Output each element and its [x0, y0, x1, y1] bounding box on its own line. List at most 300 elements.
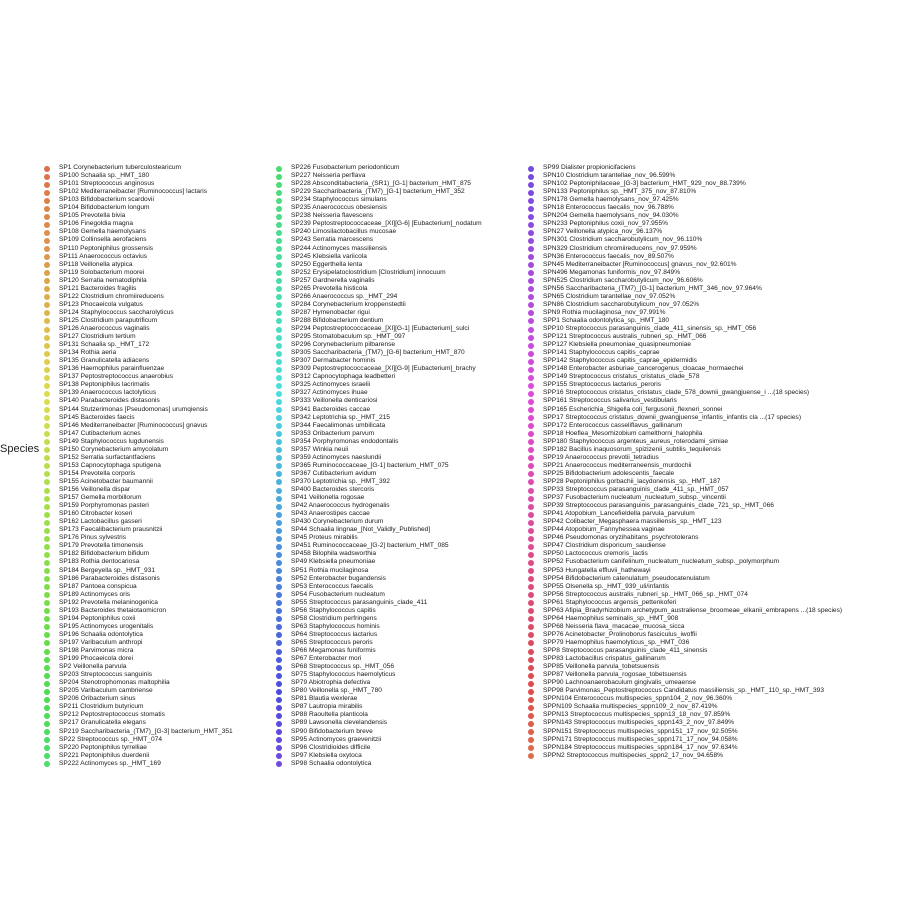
legend-color-dot [276, 399, 282, 405]
legend-color-dot [44, 479, 50, 485]
legend-label: SP99 Dialister propionicifaciens [543, 164, 636, 171]
legend-label: SP65 Streptococcus peroris [291, 638, 373, 646]
legend-label: SP154 Prevotella corporis [59, 469, 136, 477]
legend-color-dot [44, 512, 50, 518]
legend-color-dot [44, 254, 50, 260]
legend-color-dot [44, 278, 50, 284]
legend-label: SPP180 Staphylococcus argenteus_aureus_roterodami_simiae [543, 437, 729, 445]
legend-color-dot [276, 166, 282, 172]
legend-color-dot [528, 190, 534, 196]
legend-label: SPN301 Clostridium saccharobutylicum_nov_96.110% [543, 236, 703, 244]
legend-label: SP229 Saccharibacteria_(TM7)_[G-1] bacterium_HMT_352 [291, 188, 465, 196]
legend-color-dot [276, 528, 282, 534]
legend-color-dot [276, 745, 282, 751]
legend-color-dot [528, 222, 534, 228]
legend-label: SPP155 Streptococcus lactarius_peroris [543, 381, 662, 389]
legend-color-dot [276, 568, 282, 574]
legend-color-dot [44, 318, 50, 324]
legend-label: SPP52 Fusobacterium canifelinum_nucleatum_nucleatum_subsp._polymorphum [543, 558, 780, 566]
legend-label: SP44 Schaalia lingnae_[Not_Validly_Published] [291, 526, 431, 534]
legend-label: SP134 Rothia aeria [59, 349, 117, 357]
legend-label: SP63 Staphylococcus hominis [291, 622, 380, 630]
legend-label: SP245 Klebsiella variicola [291, 252, 367, 260]
legend-label: SP176 Pinus sylvestris [59, 534, 127, 542]
legend-color-dot [528, 544, 534, 550]
legend-color-dot [44, 391, 50, 397]
legend-label: SP126 Anaerococcus vaginalis [59, 325, 150, 332]
legend-color-dot [44, 182, 50, 188]
legend-color-dot [276, 584, 282, 590]
legend-color-dot [528, 673, 534, 679]
legend-label: SPPN109 Schaalia multispecies_sppn109_2_nov_87.419% [543, 703, 718, 711]
legend-label: SP193 Bacteroides thetaiotaomicron [59, 606, 167, 614]
legend-color-dot [276, 471, 282, 477]
legend-color-dot [528, 286, 534, 292]
legend-label: SP266 Anaerococcus sp._HMT_294 [291, 292, 398, 300]
legend-color-dot [276, 455, 282, 461]
legend-label: SP173 Faecalibacterium prausnitzii [59, 526, 163, 534]
legend-color-dot [44, 600, 50, 606]
legend-color-dot [276, 463, 282, 469]
legend-color-dot [276, 367, 282, 373]
legend-color-dot [528, 230, 534, 236]
legend-label: SPP1 Schaalia odontolytica_sp._HMT_180 [543, 316, 670, 324]
legend-color-dot [528, 729, 534, 735]
legend-label: SP288 Bifidobacterium dentium [291, 316, 384, 324]
legend-color-dot [276, 649, 282, 655]
legend-label: SP184 Bergeyella sp._HMT_931 [59, 566, 156, 574]
legend-label: SP75 Staphylococcus haemolyticus [291, 671, 396, 679]
legend-color-dot [276, 407, 282, 413]
legend-color-dot [276, 423, 282, 429]
legend-color-dot [528, 568, 534, 574]
legend-label: SPP165 Escherichia_Shigella coli_fergusonii_flexneri_sonnei [543, 405, 723, 413]
legend-color-dot [276, 576, 282, 582]
legend-label: SP120 Serratia nematodiphila [59, 276, 147, 284]
legend-label: SPN329 Clostridium chromiireducens_nov_97.959% [543, 244, 697, 252]
legend-label: SPN18 Enterococcus faecalis_nov_96.788% [543, 204, 674, 212]
legend-color-dot [276, 278, 282, 284]
legend-color-dot [276, 608, 282, 614]
legend-label: SP197 Varibaculum anthropi [59, 638, 143, 646]
legend-label: SP98 Schaalia odontolytica [291, 759, 372, 767]
legend-label: SP211 Clostridium butyricum [59, 703, 144, 711]
legend-label: SP147 Cutibacterium acnes [59, 429, 141, 437]
legend-label: SPP90 Lachnoanaerobaculum gingivalis_umeaense [543, 679, 696, 687]
legend-color-dot [276, 262, 282, 268]
legend-color-dot [528, 689, 534, 695]
legend-color-dot [44, 632, 50, 638]
legend-label: SP100 Schaalia sp._HMT_180 [59, 172, 150, 180]
legend-color-dot [44, 616, 50, 622]
legend-label: SP124 Staphylococcus saccharolyticus [59, 308, 174, 316]
legend-label: SP110 Peptoniphilus grossensis [59, 244, 154, 252]
legend-color-dot [276, 335, 282, 341]
legend-color-dot [528, 206, 534, 212]
legend-color-dot [44, 665, 50, 671]
legend-label: SP305 Saccharibacteria_(TM7)_[G-6] bacterium_HMT_870 [291, 349, 465, 357]
legend-color-dot [528, 238, 534, 244]
legend-color-dot [276, 310, 282, 316]
legend-label: SPP44 Atopobium_Fannyhessea vaginae [543, 526, 665, 534]
legend-color-dot [44, 455, 50, 461]
legend-color-dot [528, 174, 534, 180]
legend-label: SP252 Erysipelatoclostridium [Clostridium] innocuum [291, 268, 446, 276]
legend-label: SP296 Corynebacterium pilbarense [291, 341, 396, 349]
legend-color-dot [528, 431, 534, 437]
legend-color-dot [528, 318, 534, 324]
legend-color-dot [44, 592, 50, 598]
legend-label: SP153 Capnocytophaga sputigena [59, 461, 161, 469]
legend-color-dot [528, 278, 534, 284]
legend-color-dot [276, 351, 282, 357]
legend-label: SPP50 Lactococcus cremoris_lactis [543, 550, 648, 558]
legend-label: SPP121 Streptococcus australis_rubneri_sp._HMT_066 [543, 333, 707, 341]
legend-label: SPN56 Saccharibacteria_(TM7)_[G-1] bacterium_HMT_346_nov_97.964% [543, 284, 762, 292]
legend-color-dot [528, 665, 534, 671]
legend-color-dot [528, 608, 534, 614]
legend-label: SPPN104 Enterococcus multispecies_sppn104_2_nov_96.360% [543, 695, 733, 703]
legend-label: SP186 Parabacteroides distasonis [59, 574, 160, 582]
legend-label: SP89 Lawsonella clevelandensis [291, 719, 388, 727]
legend-label: SP203 Streptococcus sanguinis [59, 671, 153, 679]
legend-label: SPN65 Clostridium tarantellae_nov_97.052% [543, 292, 676, 300]
legend-color-dot [44, 214, 50, 220]
legend-label: SP182 Bifidobacterium bifidum [59, 550, 150, 558]
legend-color-dot [276, 737, 282, 743]
legend-label: SPP46 Pseudomonas oryzihabitans_psychrotolerans [543, 534, 699, 542]
legend-color-dot [528, 649, 534, 655]
legend-label: SP204 Stenotrophomonas maltophilia [59, 679, 170, 687]
legend-label: SPP149 Streptococcus cristatus_cristatus_clade_578 [543, 373, 700, 381]
legend-label: SP295 Stomatobaculum sp._HMT_097 [291, 333, 406, 341]
legend-color-dot [276, 479, 282, 485]
legend-color-dot [44, 520, 50, 526]
legend-label: SP195 Actinomyces urogenitalis [59, 622, 154, 630]
legend-color-dot [528, 576, 534, 582]
legend-color-dot [44, 343, 50, 349]
legend-color-dot [276, 657, 282, 663]
legend-color-dot [44, 624, 50, 630]
legend-color-dot [44, 222, 50, 228]
legend-label: SP156 Veillonella dispar [59, 486, 131, 493]
legend-label: SP179 Prevotella timonensis [59, 542, 144, 550]
legend-label: SPP127 Klebsiella pneumoniae_quasipneumoniae [543, 341, 692, 349]
legend-label: SPP8 Streptococcus parasanguinis_clade_411_sinensis [543, 647, 708, 654]
legend-label: SP244 Actinomyces massiliensis [291, 244, 388, 252]
legend-color-dot [44, 351, 50, 357]
legend-color-dot [276, 616, 282, 622]
legend-color-dot [528, 681, 534, 687]
legend-label: SP96 Clostridioides difficile [291, 743, 371, 751]
legend-label: SPP21 Anaerococcus mediterraneensis_murdochii [543, 461, 692, 469]
legend-color-dot [44, 552, 50, 558]
legend-color-dot [276, 673, 282, 679]
legend-color-dot [528, 166, 534, 172]
legend-color-dot [528, 423, 534, 429]
legend-color-dot [276, 294, 282, 300]
legend-color-dot [528, 351, 534, 357]
legend-label: SP79 Abiotrophia defectiva [291, 679, 371, 687]
legend-label: SP239 Peptostreptococcaceae_[XI][G-6] [Eubacterium]_nodatum [291, 220, 482, 228]
legend-label: SPP16 Streptococcus cristatus_cristatus_clade_578_downii_gwangjuense_i ...(18 species) [543, 389, 810, 397]
legend-label: SP87 Lautropia mirabilis [291, 703, 363, 711]
legend-color-dot [276, 761, 282, 767]
legend-label: SP144 Stutzerimonas [Pseudomonas] urumqiensis [59, 405, 208, 413]
legend-label: SP194 Peptoniphilus coxii [59, 614, 136, 622]
legend-color-dot [44, 423, 50, 429]
legend-color-dot [276, 318, 282, 324]
legend-label: SPP41 Atopobium_Lancefieldella parvula_parvulum [543, 510, 695, 518]
legend-color-dot [44, 431, 50, 437]
legend-label: SP22 Streptococcus sp._HMT_074 [59, 735, 162, 743]
legend-label: SP198 Parvimonas micra [59, 647, 134, 654]
legend-color-dot [44, 270, 50, 276]
legend-color-dot [276, 190, 282, 196]
legend-color-dot [44, 471, 50, 477]
legend-label: SP67 Enterobacter mori [291, 655, 362, 663]
legend-label: SPP56 Streptococcus australis_rubneri_sp._HMT_066_sp._HMT_074 [543, 590, 748, 598]
legend-color-dot [44, 560, 50, 566]
legend-label: SP312 Capnocytophaga leadbetteri [291, 373, 396, 381]
legend-color-dot [276, 721, 282, 727]
legend-label: SPP182 Bacillus inaquosorum_spizizenii_subtilis_tequilensis [543, 445, 721, 453]
legend-color-dot [528, 335, 534, 341]
legend-color-dot [44, 584, 50, 590]
legend-label: SP2 Veillonella parvula [59, 663, 127, 671]
legend-color-dot [528, 327, 534, 333]
legend-label: SP80 Veillonella sp._HMT_780 [291, 687, 382, 695]
legend-color-dot [528, 471, 534, 477]
legend-color-dot [44, 359, 50, 365]
legend-label: SPN36 Enterococcus faecalis_nov_89.507% [543, 252, 674, 260]
legend-label: SPP142 Staphylococcus capitis_caprae_epidermidis [543, 357, 697, 365]
legend-color-dot [528, 512, 534, 518]
legend-label: SPPN143 Streptococcus multispecies_sppn143_2_nov_97.849% [543, 719, 734, 727]
legend-label: SP43 Anaerostipes caccae [291, 510, 370, 518]
legend-label: SP257 Gardnerella vaginalis [291, 276, 375, 284]
legend-label: SP159 Porphyromonas pasteri [59, 502, 149, 510]
legend-label: SPP63 Afipia_Bradyrhizobium archetypum_australiense_broomeae_elkanii_embrapens ...(18 species) [543, 606, 843, 614]
legend-color-dot [528, 560, 534, 566]
legend-color-dot [44, 705, 50, 711]
legend-label: SP102 Mediterraneibacter [Ruminococcus] lactaris [59, 188, 208, 196]
legend-label: SP1 Corynebacterium tuberculostearicum [59, 164, 182, 171]
legend-color-dot [276, 198, 282, 204]
legend-label: SPP53 Hungatella effluvii_hathewayi [543, 566, 651, 574]
legend-label: SPN178 Gemella haemolysans_nov_97.425% [543, 196, 679, 204]
legend-label: SPP54 Bifidobacterium catenulatum_pseudocatenulatum [543, 574, 710, 582]
legend-color-dot [44, 576, 50, 582]
legend-color-dot [276, 447, 282, 453]
legend-label: SP155 Acinetobacter baumannii [59, 477, 153, 485]
legend-label: SP400 Bacteroides stercoris [291, 486, 375, 493]
legend-color-dot [276, 246, 282, 252]
legend-label: SP458 Bilophila wadsworthia [291, 550, 377, 558]
legend-label: SPN102 Peptoniphilaceae_[G-3] bacterium_HMT_929_nov_88.739% [543, 180, 746, 188]
legend-color-dot [44, 190, 50, 196]
legend-color-dot [276, 689, 282, 695]
legend-label: SP56 Staphylococcus capitis [291, 606, 376, 614]
legend-label: SP54 Fusobacterium nucleatum [291, 590, 385, 598]
legend-label: SP238 Neisseria flavescens [291, 212, 374, 220]
legend-color-dot [276, 665, 282, 671]
legend-label: SP119 Solobacterium moorei [59, 268, 145, 276]
legend-color-dot [276, 222, 282, 228]
legend-label: SPN27 Veillonella atypica_nov_96.137% [543, 228, 663, 236]
legend-label: SP325 Actinomyces israelii [291, 381, 371, 389]
legend-label: SP359 Actinomyces naeslundii [291, 453, 382, 461]
legend-label: SP136 Haemophilus parainfluenzae [59, 365, 165, 373]
legend-color-dot [276, 496, 282, 502]
legend-label: SP221 Peptoniphilus duerdenii [59, 751, 150, 759]
legend-color-dot [276, 343, 282, 349]
legend-label: SP354 Porphyromonas endodontalis [291, 437, 399, 445]
legend-color-dot [44, 528, 50, 534]
legend-color-dot [276, 270, 282, 276]
legend-color-dot [276, 359, 282, 365]
legend-color-dot [44, 697, 50, 703]
legend-color-dot [44, 608, 50, 614]
legend-label: SPP28 Peptoniphilus gorbachii_lacydonensis_sp._HMT_187 [543, 477, 721, 485]
legend-color-dot [276, 552, 282, 558]
legend-color-dot [528, 447, 534, 453]
legend-color-dot [276, 536, 282, 542]
legend-color-dot [44, 729, 50, 735]
legend-label: SP309 Peptostreptococcaceae_[XI][G-9] [Eubacterium]_brachy [291, 365, 476, 373]
legend-label: SP357 Winkia neuii [291, 445, 349, 453]
legend-color-dot [528, 415, 534, 421]
legend-color-dot [276, 230, 282, 236]
legend-label: SP227 Neisseria perflava [291, 172, 366, 180]
legend-color-dot [44, 415, 50, 421]
legend-color-dot [44, 439, 50, 445]
legend-label: SPP85 Veillonella parvula_tobetsuensis [543, 663, 660, 671]
legend-label: SPP79 Haemophilus haemolyticus_sp._HMT_036 [543, 638, 690, 646]
legend-title: Species [0, 443, 40, 455]
legend-color-dot [44, 230, 50, 236]
legend-color-dot [276, 254, 282, 260]
legend-label: SP131 Schaalia sp._HMT_172 [59, 341, 150, 349]
legend-color-dot [44, 262, 50, 268]
legend-color-dot [276, 302, 282, 308]
legend-color-dot [528, 262, 534, 268]
legend-color-dot [44, 673, 50, 679]
legend-color-dot [276, 174, 282, 180]
legend-label: SP135 Granulicatella adiacens [59, 357, 150, 365]
legend-color-dot [276, 375, 282, 381]
legend-color-dot [44, 568, 50, 574]
legend-color-dot [528, 753, 534, 759]
legend-color-dot [276, 560, 282, 566]
legend-label: SP307 Dermabacter hominis [291, 357, 376, 365]
legend-label: SPP33 Streptococcus parasanguinis_clade_411_sp._HMT_057 [543, 486, 729, 493]
legend-color-dot [44, 166, 50, 172]
legend-label: SP68 Streptococcus sp._HMT_056 [291, 663, 394, 671]
legend-label: SPP76 Acinetobacter_Prolinoborus fasciculus_iwoffii [543, 630, 697, 638]
legend-color-dot [44, 640, 50, 646]
legend-label: SP157 Gemella morbillorum [59, 494, 142, 502]
legend-color-dot [44, 286, 50, 292]
legend-color-dot [44, 310, 50, 316]
legend-color-dot [528, 383, 534, 389]
legend-color-dot [276, 182, 282, 188]
legend-color-dot [528, 632, 534, 638]
legend-label: SP138 Peptoniphilus lacrimalis [59, 381, 150, 389]
legend-label: SP145 Bacteroides faecis [59, 413, 135, 421]
legend-label: SP220 Peptoniphilus tyrrelliae [59, 743, 147, 751]
legend-label: SP101 Streptococcus anginosus [59, 180, 155, 188]
legend-color-dot [528, 640, 534, 646]
legend-color-dot [528, 504, 534, 510]
legend-label: SP287 Hymenobacter rigui [291, 308, 370, 316]
legend-color-dot [528, 721, 534, 727]
legend-label: SP111 Anaerococcus octavius [59, 252, 148, 260]
legend-label: SPP10 Streptococcus parasanguinis_clade_411_sinensis_sp._HMT_056 [543, 325, 757, 332]
legend-color-dot [276, 238, 282, 244]
legend-label: SP55 Streptococcus parasanguinis_clade_411 [291, 598, 428, 606]
legend-label: SPPN13 Streptococcus multispecies_sppn13_18_nov_97.859% [543, 711, 731, 719]
legend-label: SP294 Peptostreptococcaceae_[XI][G-1] [Eubacterium]_sulci [291, 325, 470, 332]
legend-color-dot [44, 302, 50, 308]
legend-color-dot [528, 463, 534, 469]
legend-color-dot [528, 214, 534, 220]
legend-color-dot [276, 512, 282, 518]
legend-label: SP118 Veillonella atypica [59, 260, 133, 268]
legend-label: SPPN171 Streptococcus multispecies_sppn171_17_nov_94.058% [543, 735, 738, 743]
legend-color-dot [276, 439, 282, 445]
legend-color-dot [276, 705, 282, 711]
legend-label: SPN9 Rothia mucilaginosa_nov_97.991% [543, 308, 666, 316]
legend-color-dot [276, 391, 282, 397]
legend-label: SP430 Corynebacterium durum [291, 518, 384, 526]
legend-label: SPN496 Megamonas funiformis_nov_97.849% [543, 268, 681, 276]
legend-color-dot [44, 496, 50, 502]
legend-label: SP196 Schaalia odontolytica [59, 630, 143, 638]
legend-color-dot [44, 238, 50, 244]
legend-label: SPP141 Staphylococcus capitis_caprae [543, 349, 660, 357]
legend-label: SP206 Oribacterium sinus [59, 695, 136, 703]
legend-label: SP234 Staphylococcus simulans [291, 196, 387, 204]
legend-label: SPP161 Streptococcus salivarius_vestibularis [543, 397, 677, 405]
legend-label: SP88 Raoultella planticola [291, 711, 368, 719]
legend-label: SP123 Phocaeicola vulgatus [59, 300, 143, 308]
legend-label: SPN45 Mediterraneibacter [Ruminococcus] gnavus_nov_92.601% [543, 260, 737, 268]
legend-color-dot [528, 479, 534, 485]
legend-color-dot [528, 745, 534, 751]
legend-label: SPP17 Streptococcus cristatus_downii_gwangjuense_infantis_infantis cla ...(17 species) [543, 413, 802, 421]
legend-color-dot [276, 681, 282, 687]
legend-color-dot [44, 447, 50, 453]
legend-label: SP265 Prevotella histicola [291, 284, 368, 292]
legend-label: SPN10 Clostridium tarantellae_nov_96.599% [543, 172, 676, 180]
legend-label: SPP42 Colibacter_Megasphaera massiliensis_sp._HMT_123 [543, 518, 722, 526]
legend-label: SP64 Streptococcus lactarius [291, 630, 378, 638]
legend-color-dot [44, 463, 50, 469]
legend-label: SPP64 Haemophilus seminalis_sp._HMT_908 [543, 614, 679, 622]
legend-color-dot [44, 488, 50, 494]
legend-color-dot [528, 616, 534, 622]
legend-label: SP52 Enterobacter bugandensis [291, 574, 386, 582]
legend-label: SP367 Cutibacterium avidum [291, 469, 377, 477]
legend-color-dot [528, 439, 534, 445]
legend-label: SP152 Serratia surfactantfaciens [59, 453, 156, 461]
legend-label: SPP83 Lactobacillus crispatus_gallinarum [543, 655, 666, 663]
legend-label: SPP61 Staphylococcus argensis_pettenkoferi [543, 598, 677, 606]
legend-label: SPPN2 Streptococcus multispecies_sppn2_17_nov_94.658% [543, 751, 723, 759]
legend-label: SPP148 Enterobacter asburiae_cancerogenus_cloacae_hormaechei [543, 365, 744, 373]
legend-color-dot [44, 745, 50, 751]
